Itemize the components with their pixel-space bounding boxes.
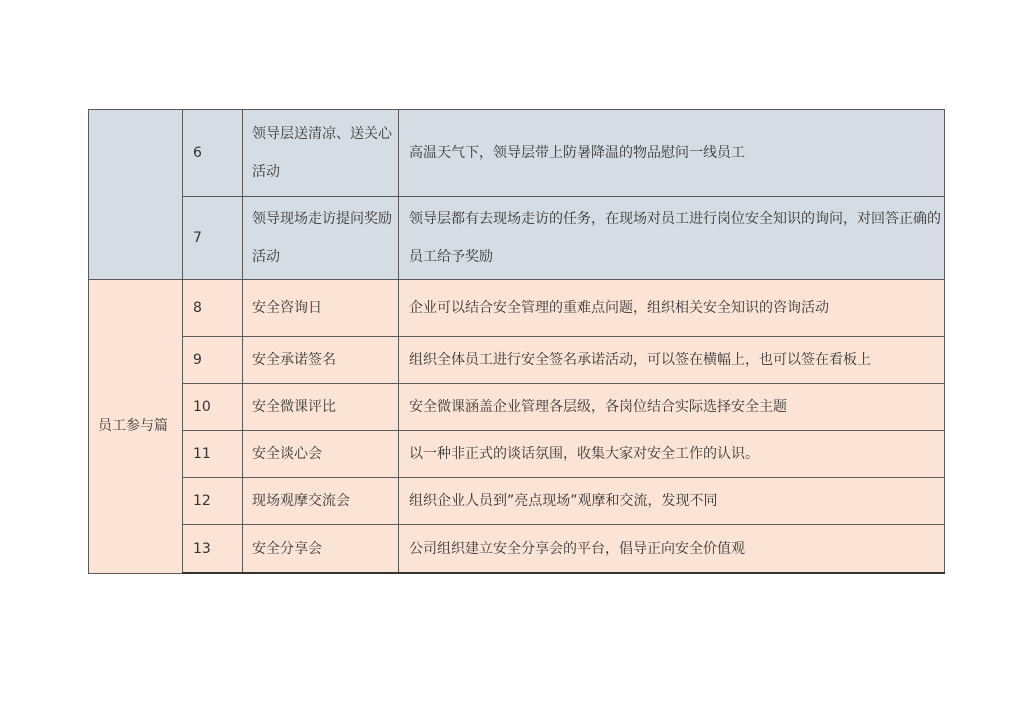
table-row bbox=[89, 478, 945, 525]
activity-description: 高温天气下，领导层带上防暑降温的物品慰问一线员工 bbox=[399, 110, 945, 197]
row-number: 11 bbox=[183, 431, 243, 478]
row-number: 12 bbox=[183, 478, 243, 525]
row-number: 8 bbox=[183, 280, 243, 337]
activity-description: 企业可以结合安全管理的重难点问题，组织相关安全知识的咨询活动 bbox=[399, 280, 945, 337]
table-row bbox=[89, 525, 945, 574]
activity-name: 领导现场走访提问奖励活动 bbox=[243, 197, 399, 280]
category-cell-leadership bbox=[89, 110, 183, 280]
activity-name: 安全微课评比 bbox=[243, 384, 399, 431]
row-number: 9 bbox=[183, 337, 243, 384]
table-row bbox=[89, 384, 945, 431]
activity-name: 安全谈心会 bbox=[243, 431, 399, 478]
activity-description: 公司组织建立安全分享会的平台，倡导正向安全价值观 bbox=[399, 525, 945, 574]
activity-name: 现场观摩交流会 bbox=[243, 478, 399, 525]
row-number: 13 bbox=[183, 525, 243, 574]
table-row bbox=[89, 197, 945, 280]
row-number: 6 bbox=[183, 110, 243, 197]
activity-description: 领导层都有去现场走访的任务，在现场对员工进行岗位安全知识的询问，对回答正确的员工给予奖励 bbox=[399, 197, 945, 280]
category-cell-staff: 员工参与篇 bbox=[89, 280, 183, 574]
table-row bbox=[89, 431, 945, 478]
activity-description: 以一种非正式的谈话氛围，收集大家对安全工作的认识。 bbox=[399, 431, 945, 478]
row-number: 10 bbox=[183, 384, 243, 431]
activity-name: 安全分享会 bbox=[243, 525, 399, 574]
activity-name: 安全咨询日 bbox=[243, 280, 399, 337]
activity-table bbox=[88, 109, 945, 574]
activity-description: 组织全体员工进行安全签名承诺活动，可以签在横幅上，也可以签在看板上 bbox=[399, 337, 945, 384]
activity-name: 领导层送清凉、送关心活动 bbox=[243, 110, 399, 197]
table-row bbox=[89, 280, 945, 337]
table-row bbox=[89, 110, 945, 197]
row-number: 7 bbox=[183, 197, 243, 280]
activity-description: 安全微课涵盖企业管理各层级，各岗位结合实际选择安全主题 bbox=[399, 384, 945, 431]
activity-name: 安全承诺签名 bbox=[243, 337, 399, 384]
activity-description: 组织企业人员到”亮点现场”观摩和交流，发现不同 bbox=[399, 478, 945, 525]
table-row bbox=[89, 337, 945, 384]
